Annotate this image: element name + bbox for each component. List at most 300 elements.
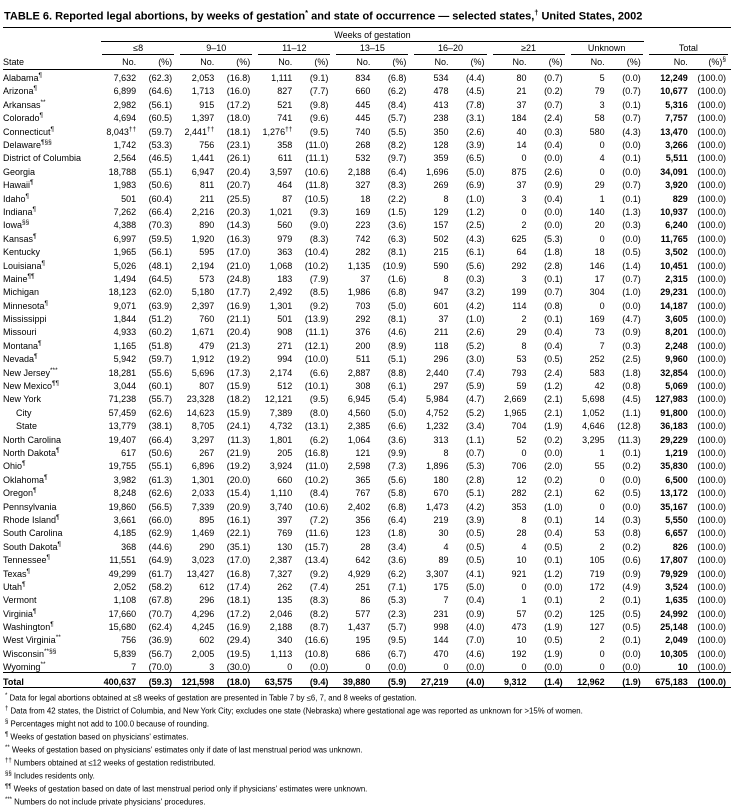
percent-cell: (16.9) [226, 300, 251, 311]
percent-cell: (20.4) [226, 327, 251, 338]
count-cell: 11,765 [660, 233, 688, 244]
percent-cell: (62.6) [148, 407, 173, 418]
count-cell: 2,887 [347, 367, 371, 378]
corner-cell [3, 27, 99, 42]
percent-cell: (100.0) [697, 367, 726, 378]
percent-cell: (1.9) [611, 673, 646, 687]
count-cell: 55 [594, 461, 605, 472]
pct-header: (%) [142, 55, 177, 70]
count-cell: 146 [589, 260, 605, 271]
count-cell: 2,598 [347, 461, 371, 472]
percent-cell: (6.2) [387, 86, 407, 97]
percent-cell: (3.9) [465, 140, 485, 150]
count-cell: 17 [594, 273, 605, 284]
percent-cell: (2.1) [544, 394, 563, 405]
count-cell: 35,830 [660, 461, 688, 472]
count-cell: 20 [594, 220, 605, 231]
percent-cell: (17.2) [226, 608, 251, 619]
count-cell: 1,108 [113, 595, 137, 606]
table-row [3, 83, 731, 96]
count-cell: 251 [355, 581, 371, 592]
count-cell: 3,297 [191, 434, 215, 445]
count-cell: 37 [516, 180, 527, 191]
count-cell: 308 [355, 381, 371, 392]
percent-cell: (0.7) [622, 86, 641, 97]
state-label: Tennessee¶ [3, 554, 51, 566]
count-cell: 62 [594, 488, 605, 499]
count-cell: 0 [599, 166, 605, 177]
count-cell: 63,575 [255, 673, 298, 687]
count-cell: 2,387 [269, 555, 293, 566]
count-cell: 57,459 [108, 407, 137, 418]
percent-cell: (21.9) [226, 447, 251, 458]
percent-cell: (100.0) [697, 260, 726, 271]
count-cell: 1,111 [271, 73, 293, 84]
percent-cell: (0.1) [544, 314, 563, 325]
no-header: No. [255, 55, 298, 70]
count-cell: 10 [516, 635, 527, 646]
percent-cell: (2.6) [465, 327, 485, 338]
col-group-13-15-label: 13–15 [336, 43, 408, 55]
percent-cell: (56.7) [148, 648, 173, 659]
table-row [3, 69, 731, 83]
table-row [3, 565, 731, 578]
count-cell: 5,069 [665, 381, 688, 392]
table-row [3, 552, 731, 565]
percent-cell: (10.6) [304, 166, 329, 177]
count-cell: 921 [511, 568, 527, 579]
percent-cell: (6.2) [309, 434, 329, 445]
count-cell: 13,427 [186, 568, 215, 579]
count-cell: 28 [516, 528, 527, 539]
count-cell: 73 [594, 327, 605, 338]
percent-cell: (1.2) [465, 206, 485, 217]
percent-cell: (20.7) [226, 180, 251, 191]
percent-cell: (100.0) [697, 581, 726, 592]
percent-cell: (0.1) [544, 595, 563, 606]
count-cell: 125 [589, 608, 605, 619]
percent-cell: (8.1) [387, 314, 407, 325]
count-cell: 807 [199, 381, 215, 392]
count-cell: 2,440 [425, 367, 449, 378]
percent-cell: (1.0) [544, 501, 563, 512]
percent-cell: (0.5) [465, 528, 485, 539]
percent-cell: (11.0) [305, 140, 329, 150]
count-cell: 9,960 [665, 354, 688, 365]
percent-cell: (16.6) [304, 635, 329, 646]
count-cell: 1 [599, 193, 605, 204]
count-cell: 11,551 [109, 555, 137, 566]
table-row [3, 177, 731, 190]
percent-cell: (100.0) [697, 287, 726, 298]
percent-cell: (0.6) [622, 555, 641, 566]
count-cell: 1,068 [269, 260, 293, 271]
count-cell: 376 [355, 327, 371, 338]
state-label: North Dakota¶ [3, 446, 60, 458]
count-cell: 577 [355, 608, 371, 619]
table-row [3, 471, 731, 484]
table-title [4, 6, 731, 24]
percent-cell: (20.9) [226, 501, 251, 512]
count-cell: 3,740 [269, 501, 293, 512]
count-cell: 58 [594, 113, 605, 124]
count-cell: 17,807 [660, 555, 688, 566]
count-cell: 18,123 [108, 287, 137, 298]
state-label: Arkansas** [3, 98, 46, 110]
count-cell: 195 [355, 635, 371, 646]
percent-cell: (5.3) [387, 595, 407, 606]
count-cell: 0 [521, 153, 527, 164]
count-cell: 7 [131, 662, 137, 673]
count-cell: 532 [355, 153, 371, 164]
table-row [3, 324, 731, 337]
count-cell: 313 [433, 434, 449, 445]
percent-cell: (2.4) [544, 113, 563, 124]
percent-cell: (0.0) [622, 300, 641, 311]
count-cell: 3,023 [191, 555, 215, 566]
count-cell: 0 [443, 662, 449, 673]
percent-cell: (70.3) [148, 220, 173, 231]
percent-cell: (56.5) [148, 501, 173, 512]
count-cell: 30 [438, 528, 449, 539]
percent-cell: (100.0) [697, 340, 726, 351]
percent-cell: (16.9) [226, 622, 251, 633]
no-header: No. [490, 55, 533, 70]
count-cell: 1 [521, 595, 527, 606]
percent-cell: (1.2) [544, 381, 563, 392]
percent-cell: (56.1) [148, 247, 173, 258]
percent-cell: (8.9) [387, 340, 407, 351]
count-cell: 793 [511, 367, 527, 378]
count-cell: 29 [594, 180, 605, 191]
percent-cell: (62.9) [148, 528, 173, 539]
count-cell: 296 [433, 354, 449, 365]
footnote: †† Numbers obtained at ≤12 weeks of gestation redistributed. [5, 757, 216, 768]
count-cell: 35,167 [660, 501, 688, 512]
percent-cell: (60.5) [148, 113, 173, 124]
percent-cell: (0.3) [544, 126, 563, 137]
percent-cell: (4.3) [465, 233, 485, 244]
count-cell: 2,194 [191, 260, 215, 271]
count-cell: 2,188 [347, 166, 371, 177]
count-cell: 7,262 [113, 206, 137, 217]
count-cell: 4,752 [425, 407, 449, 418]
percent-cell: (5.9) [465, 381, 485, 392]
count-cell: 5,839 [113, 648, 137, 659]
percent-cell: (0.1) [622, 447, 641, 458]
count-cell: 21 [516, 86, 527, 97]
table-row [3, 364, 731, 377]
percent-cell: (19.2) [226, 461, 251, 472]
count-cell: 6,657 [665, 528, 688, 539]
count-cell: 470 [433, 648, 449, 659]
count-cell: 473 [511, 622, 527, 633]
count-cell: 3 [599, 99, 605, 110]
count-cell: 18,788 [108, 166, 137, 177]
count-cell: 478 [433, 86, 449, 97]
title-text-1: TABLE 6. Reported legal abortions, by weeks of gestation [4, 10, 306, 23]
percent-cell: (100.0) [697, 514, 726, 525]
percent-cell: (9.8) [309, 99, 329, 110]
count-cell: 1,301 [191, 474, 215, 485]
count-cell: 10 [516, 555, 527, 566]
percent-cell: (5.9) [376, 673, 411, 687]
count-cell: 29,231 [660, 287, 688, 298]
count-cell: 1,742 [113, 140, 137, 150]
table-row [3, 137, 731, 150]
col-group-unknown-label: Unknown [571, 43, 643, 55]
count-cell: 140 [589, 206, 605, 217]
count-cell: 10 [677, 662, 688, 673]
state-label: Iowa§§ [3, 219, 30, 231]
count-cell: 211 [199, 193, 215, 204]
percent-cell: (61.7) [148, 568, 173, 579]
percent-cell: (0.0) [622, 501, 641, 512]
percent-cell: (24.1) [226, 421, 251, 432]
percent-cell: (0.4) [544, 340, 563, 351]
percent-cell: (100.0) [694, 673, 731, 687]
percent-cell: (10.6) [304, 501, 329, 512]
percent-cell: (70.0) [148, 662, 173, 673]
percent-cell: (0.3) [622, 220, 641, 231]
footnote-marker: †† [5, 757, 12, 764]
percent-cell: (7.3) [387, 461, 407, 472]
percent-cell: (0.8) [622, 381, 641, 392]
count-cell: 660 [277, 474, 293, 485]
percent-cell: (4.1) [465, 568, 485, 579]
percent-cell: (4.7) [465, 394, 485, 405]
footnote: ¶¶ Weeks of gestation based on date of last menstrual period only if physicians' estimates were unknown. [5, 783, 368, 794]
percent-cell: (11.1) [305, 153, 329, 164]
table-row [3, 297, 731, 310]
col-group-ge-21-label: ≥21 [493, 43, 565, 55]
count-cell: 1,696 [425, 166, 449, 177]
count-cell: 7 [443, 595, 449, 606]
count-cell: 1,469 [191, 528, 215, 539]
count-cell: 601 [433, 300, 449, 311]
footnote: * Data for legal abortions obtained at ≤8 weeks of gestation are presented in Table 7 by ≤6, 7, and 8 weeks of gestation. [5, 692, 417, 703]
count-cell: 590 [433, 260, 449, 271]
count-cell: 2,402 [347, 501, 371, 512]
count-cell: 742 [355, 233, 371, 244]
percent-cell: (8.1) [387, 247, 407, 258]
percent-cell: (3.6) [387, 555, 407, 566]
count-cell: 127 [589, 622, 605, 633]
count-cell: 1,397 [191, 113, 215, 124]
count-cell: 4,732 [269, 421, 293, 432]
percent-cell: (8.4) [309, 488, 329, 499]
percent-cell: (6.9) [465, 180, 485, 191]
count-cell: 5,550 [665, 514, 688, 525]
count-cell: 501 [121, 193, 137, 204]
percent-cell: (6.8) [387, 501, 407, 512]
percent-cell: (100.0) [697, 300, 726, 311]
count-cell: 0 [599, 474, 605, 485]
percent-cell: (0.0) [465, 662, 485, 673]
weeks-header-row [3, 27, 731, 42]
count-cell: 169 [355, 206, 371, 217]
percent-cell: (9.7) [387, 153, 407, 164]
table-row [3, 284, 731, 297]
weeks-of-gestation-header [99, 27, 646, 42]
table-row [3, 230, 731, 243]
count-cell: 445 [355, 99, 371, 110]
percent-cell: (2.1) [544, 407, 563, 418]
count-cell: 13,172 [660, 488, 688, 499]
percent-cell: (36.9) [148, 635, 173, 646]
count-cell: 875 [511, 166, 527, 177]
table-row [3, 431, 731, 444]
count-cell: 27,219 [411, 673, 454, 687]
state-label: Utah¶ [3, 580, 26, 592]
count-cell: 464 [277, 180, 293, 191]
percent-cell: (11.0) [305, 461, 329, 472]
state-label: Oklahoma¶ [3, 473, 48, 485]
footnote-marker: ¶ [5, 731, 9, 738]
state-label: Pennsylvania [3, 501, 57, 512]
count-cell: 756 [199, 140, 215, 150]
percent-cell: (0.2) [622, 541, 641, 552]
percent-cell: (13.9) [304, 314, 329, 325]
count-cell: 14 [594, 514, 605, 525]
percent-cell: (5.0) [387, 300, 407, 311]
table-row [3, 458, 731, 471]
count-cell: 59 [516, 381, 527, 392]
percent-cell: (24.8) [226, 273, 251, 284]
count-cell: 4,388 [113, 220, 137, 231]
count-cell: 1,437 [347, 622, 371, 633]
count-cell: 18 [360, 193, 371, 204]
count-cell: 0 [521, 662, 527, 673]
col-group-16-20-label: 16–20 [414, 43, 486, 55]
percent-cell: (62.3) [148, 73, 173, 84]
count-cell: 479 [199, 340, 215, 351]
percent-cell: (6.5) [465, 153, 485, 164]
count-cell: 670 [433, 488, 449, 499]
count-cell: 703 [355, 300, 371, 311]
percent-cell: (0.1) [622, 99, 641, 110]
percent-cell: (1.4) [622, 260, 641, 271]
percent-cell: (5.5) [387, 126, 407, 137]
percent-cell: (0.9) [465, 608, 485, 619]
state-column-header: State [3, 55, 99, 70]
pct-header: (%) [220, 55, 255, 70]
count-cell: 121 [355, 447, 371, 458]
count-cell: 64 [516, 247, 527, 258]
count-cell: 114 [512, 300, 527, 311]
percent-cell: (1.6) [387, 273, 407, 284]
count-cell: 89 [438, 555, 449, 566]
count-cell: 1,965 [504, 407, 527, 418]
percent-cell: (0.7) [622, 180, 641, 191]
count-cell: 269 [433, 180, 449, 191]
percent-cell: (7.9) [309, 273, 329, 284]
count-cell: 706 [511, 461, 527, 472]
percent-cell: (100.0) [697, 635, 726, 646]
percent-cell: (100.0) [697, 595, 726, 606]
percent-cell: (8.3) [309, 595, 329, 606]
count-cell: 660 [355, 86, 371, 97]
percent-cell: (3.4) [387, 541, 407, 552]
percent-cell: (62.4) [148, 622, 173, 633]
percent-cell: (16.8) [226, 568, 251, 579]
count-cell: 3,266 [665, 140, 688, 150]
percent-cell: (0.1) [544, 514, 563, 525]
count-cell: 2,669 [504, 394, 527, 405]
percent-cell: (21.1) [226, 314, 251, 325]
count-cell: 7,339 [191, 501, 215, 512]
table-row [3, 632, 731, 645]
percent-cell: (1.0) [465, 193, 485, 204]
percent-cell: (100.0) [697, 488, 726, 499]
percent-cell: (38.1) [148, 421, 173, 432]
percent-cell: (1.8) [387, 528, 407, 539]
state-label: Vermont [3, 595, 37, 606]
percent-cell: (50.6) [148, 447, 173, 458]
count-cell: 121,598 [177, 673, 220, 687]
count-cell: 1,165 [113, 340, 137, 351]
weeks-of-gestation-label: Weeks of gestation [101, 28, 644, 42]
count-cell: 1,801 [269, 434, 293, 445]
count-cell: 19,407 [108, 434, 137, 445]
percent-cell: (8.0) [309, 407, 329, 418]
percent-cell: (4.2) [465, 300, 485, 311]
count-cell: 8 [443, 447, 449, 458]
count-cell: 6,899 [113, 86, 137, 97]
percent-cell: (51.8) [148, 340, 173, 351]
count-cell: 4,929 [347, 568, 371, 579]
percent-cell: (100.0) [697, 206, 726, 217]
percent-cell: (6.4) [387, 166, 407, 177]
count-cell: 3,307 [425, 568, 449, 579]
count-cell: 87 [282, 193, 293, 204]
percent-cell: (11.6) [305, 528, 329, 539]
percent-cell: (21.0) [226, 260, 251, 271]
count-cell: 1,219 [665, 447, 688, 458]
count-cell: 0 [365, 662, 371, 673]
percent-cell: (66.0) [148, 514, 173, 525]
percent-cell: (100.0) [697, 166, 726, 177]
table-row [3, 311, 731, 324]
state-label: Louisiana¶ [3, 259, 46, 271]
state-label: Kentucky [3, 247, 41, 258]
count-cell: 1,064 [347, 434, 371, 445]
percent-cell: (64.9) [148, 555, 173, 566]
percent-cell: (8.7) [309, 622, 329, 633]
percent-cell: (70.7) [148, 608, 173, 619]
percent-cell: (0.8) [544, 300, 563, 311]
percent-cell: (0.0) [622, 233, 641, 244]
subheader-row [3, 55, 731, 70]
table-row [3, 391, 731, 404]
count-cell: 363 [277, 247, 293, 258]
percent-cell: (0.0) [544, 662, 563, 673]
count-cell: 42 [594, 381, 605, 392]
percent-cell: (51.2) [148, 314, 173, 325]
percent-cell: (0.7) [544, 99, 563, 110]
percent-cell: (66.4) [148, 206, 173, 217]
percent-cell: (59.5) [148, 233, 173, 244]
percent-cell: (18.2) [226, 394, 251, 405]
percent-cell: (2.8) [465, 474, 485, 485]
percent-cell: (0.0) [544, 153, 563, 164]
col-group-le-8-label: ≤8 [102, 43, 174, 55]
percent-cell: (59.3) [142, 673, 177, 687]
count-cell: 32,854 [660, 367, 688, 378]
no-header: No. [333, 55, 376, 70]
count-cell: 4,296 [191, 608, 215, 619]
count-cell: 129 [433, 206, 449, 217]
